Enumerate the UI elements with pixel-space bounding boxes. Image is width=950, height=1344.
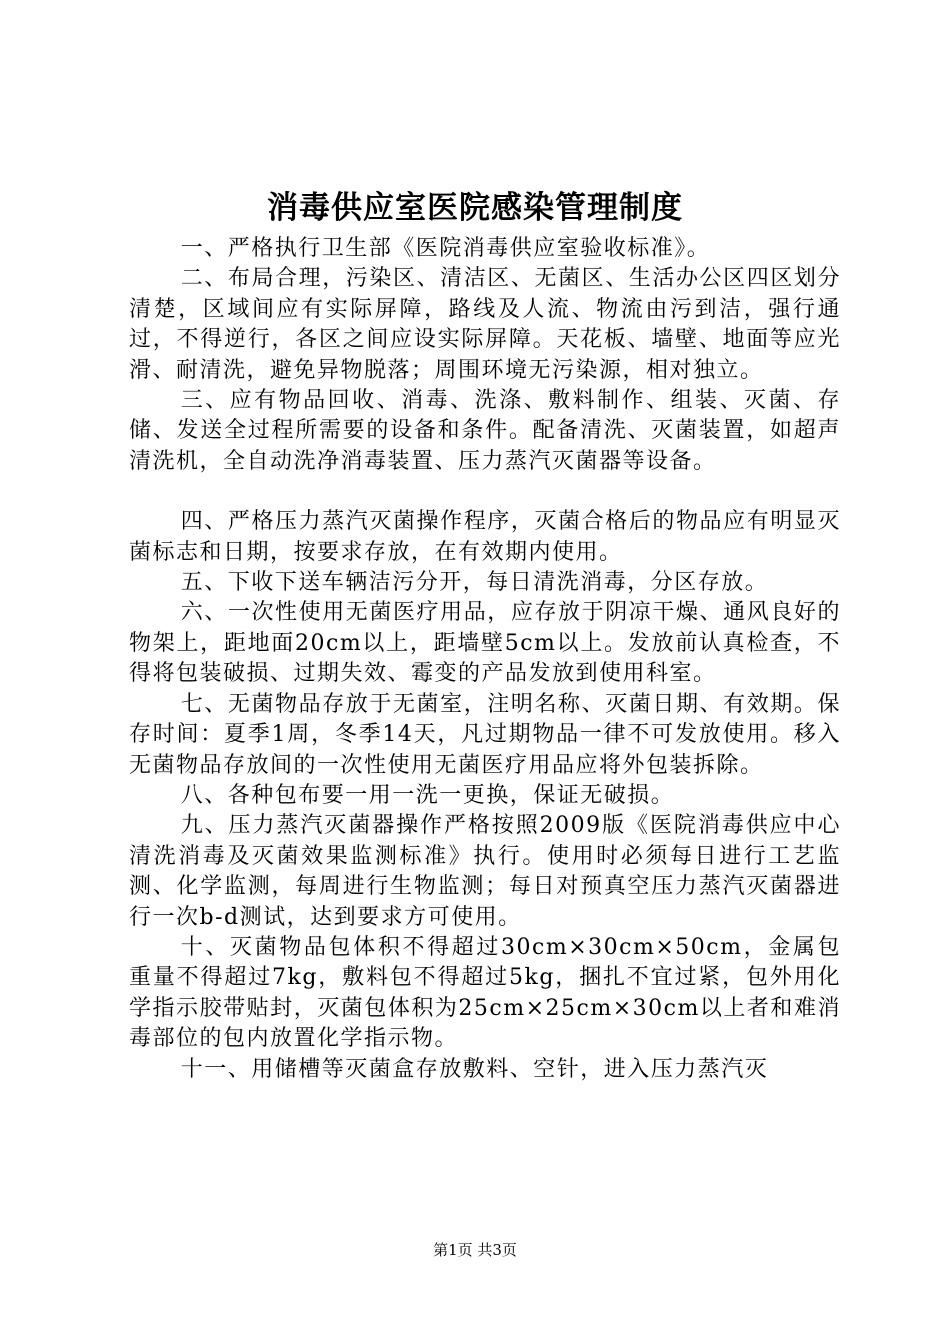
- paragraph-5: 五、下收下送车辆洁污分开，每日清洗消毒，分区存放。: [180, 570, 769, 596]
- document-body: [129, 234, 841, 1085]
- paragraph-11: 十一、用储槽等灭菌盒存放敷料、空针，进入压力蒸汽灭: [180, 1056, 769, 1082]
- paragraph-8: 八、各种包布要一用一洗一更换，保证无破损。: [180, 782, 675, 808]
- paragraph-1: 一、严格执行卫生部《医院消毒供应室验收标准》。: [180, 236, 711, 261]
- paragraph-3: 三、应有物品回收、消毒、洗涤、敷料制作、组装、灭菌、存储、发送全过程所需要的设备和条件。配备清洗、灭菌装置，如超声清洗机，全自动洗净消毒装置、压力蒸汽灭菌器等设备。: [129, 388, 841, 474]
- paragraph-4: 四、严格压力蒸汽灭菌操作程序，灭菌合格后的物品应有明显灭菌标志和日期，按要求存放，在有效期内使用。: [129, 509, 841, 565]
- paragraph-6: 六、一次性使用无菌医疗用品，应存放于阴凉干燥、通风良好的物架上，距地面20cm以上，距墙壁5cm以上。发放前认真检查，不得将包装破损、过期失效、霉变的产品发放到使用科室。: [129, 600, 841, 687]
- paragraph-2: 二、布局合理，污染区、清洁区、无菌区、生活办公区四区划分清楚，区域间应有实际屏障，路线及人流、物流由污到洁，强行通过，不得逆行，各区之间应设实际屏障。天花板、墙壁、地面等应光滑、耐清洗，避免异物脱落；周围环境无污染源，相对独立。: [129, 266, 841, 383]
- page-footer: 第1页 共3页: [433, 1241, 517, 1259]
- paragraph-7: 七、无菌物品存放于无菌室，注明名称、灭菌日期、有效期。保存时间：夏季1周，冬季14天，凡过期物品一律不可发放使用。移入无菌物品存放间的一次性使用无菌医疗用品应将外包装拆除。: [129, 691, 841, 778]
- document-title: 消毒供应室医院感染管理制度: [267, 190, 683, 226]
- paragraph-10: 十、灭菌物品包体积不得超过30cm×30cm×50cm，金属包重量不得超过7kg，敷料包不得超过5kg，捆扎不宜过紧，包外用化学指示胶带贴封，灭菌包体积为25cm×25cm×30cm以上者和难消毒部位的包内放置化学指示物。: [129, 934, 841, 1052]
- paragraph-9: 九、压力蒸汽灭菌器操作严格按照2009版《医院消毒供应中心清洗消毒及灭菌效果监测标准》执行。使用时必须每日进行工艺监测、化学监测，每周进行生物监测；每日对预真空压力蒸汽灭菌器进行一次b-d测试，达到要求方可使用。: [129, 813, 841, 930]
